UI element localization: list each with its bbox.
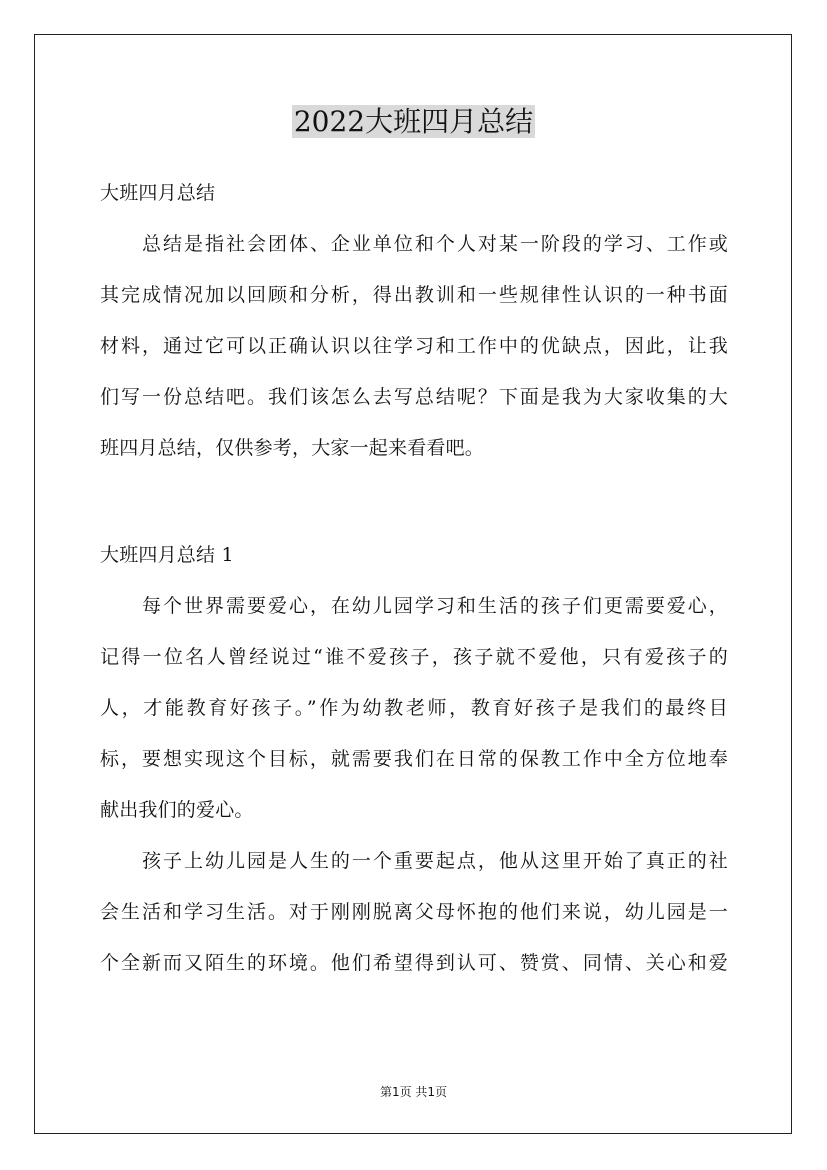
- paragraph-line: 总结是指社会团体、企业单位和个人对某一阶段的学习、工作或: [142, 233, 728, 255]
- section-heading: 大班四月总结 1: [100, 544, 234, 566]
- paragraph-line: 孩子上幼儿园是人生的一个重要起点，他从这里开始了真正的社: [142, 850, 728, 872]
- section-heading: 大班四月总结: [100, 182, 216, 204]
- paragraph-line: 标，要想实现这个目标，就需要我们在日常的保教工作中全方位地奉: [100, 748, 728, 770]
- page-footer: 第1页 共1页: [379, 1085, 448, 1099]
- paragraph-line: 每个世界需要爱心，在幼儿园学习和生活的孩子们更需要爱心，: [142, 595, 728, 617]
- document-body: [100, 168, 728, 989]
- paragraph-line: 个全新而又陌生的环境。他们希望得到认可、赞赏、同情、关心和爱: [100, 952, 728, 974]
- paragraph-line: 记得一位名人曾经说过“谁不爱孩子，孩子就不爱他，只有爱孩子的: [100, 646, 728, 668]
- document-title-text: 2022大班四月总结: [293, 105, 534, 138]
- paragraph-line: 材料，通过它可以正确认识以往学习和工作中的优缺点，因此，让我: [100, 335, 728, 357]
- paragraph-line: 人，才能教育好孩子。”作为幼教老师，教育好孩子是我们的最终目: [100, 697, 728, 719]
- paragraph-line: 会生活和学习生活。对于刚刚脱离父母怀抱的他们来说，幼儿园是一: [100, 901, 728, 923]
- paragraph-line: 班四月总结，仅供参考，大家一起来看看吧。: [100, 437, 485, 459]
- section-spacer: [100, 474, 728, 530]
- document-title: [0, 100, 827, 144]
- paragraph-line: 献出我们的爱心。: [100, 799, 254, 821]
- paragraph-line: 其完成情况加以回顾和分析，得出教训和一些规律性认识的一种书面: [100, 284, 728, 306]
- paragraph-line: 们写一份总结吧。我们该怎么去写总结呢？下面是我为大家收集的大: [100, 386, 728, 408]
